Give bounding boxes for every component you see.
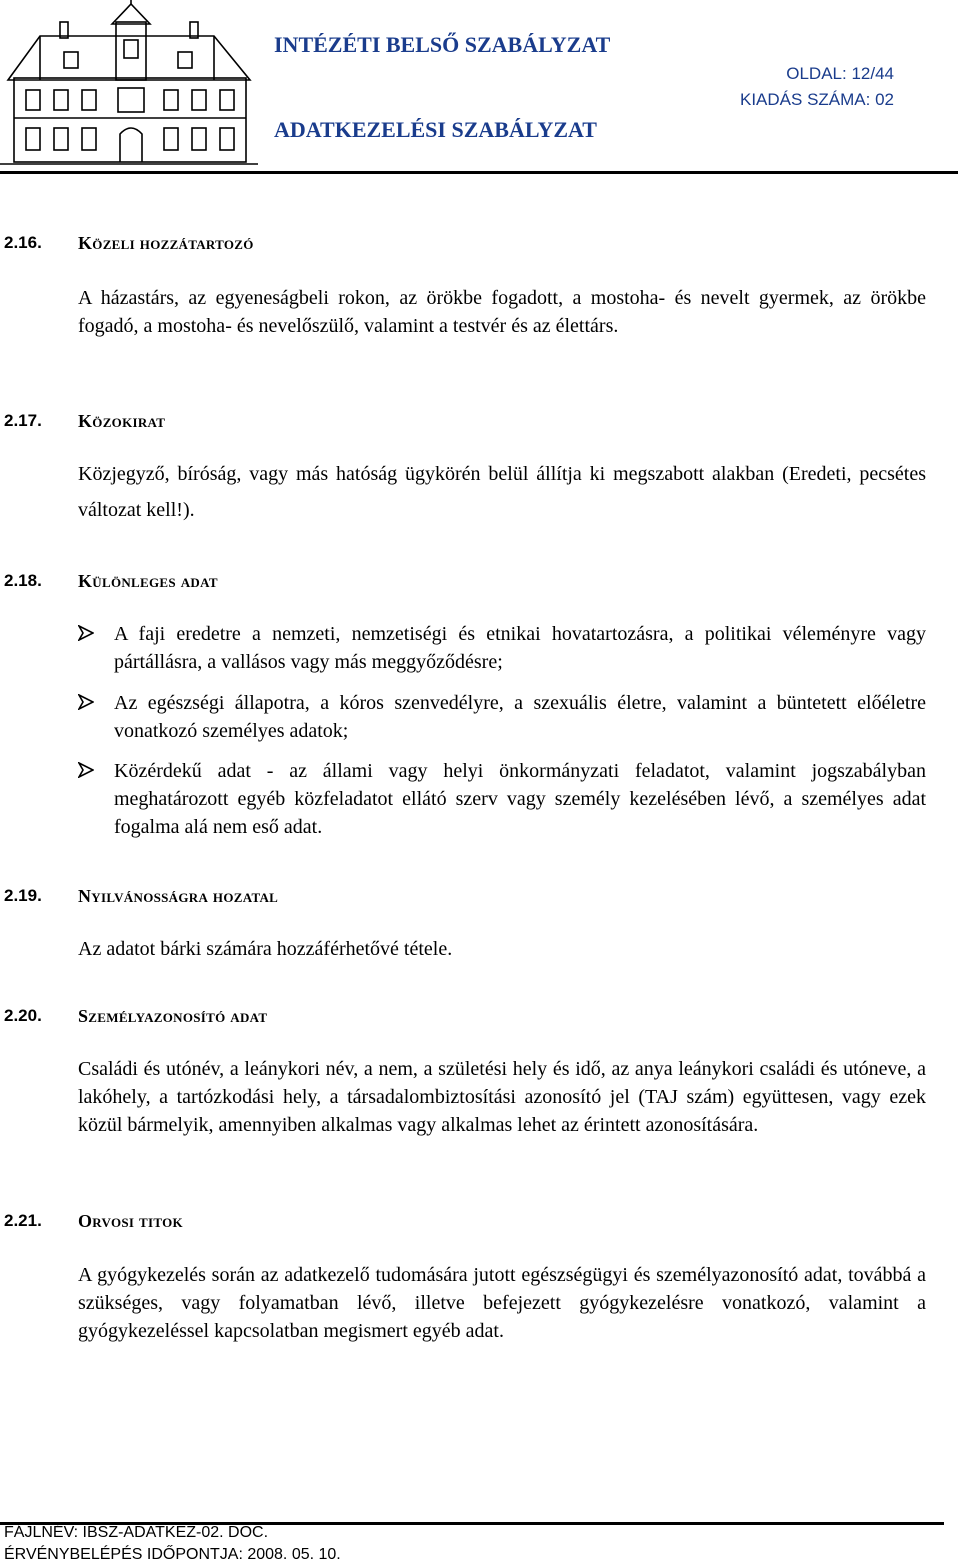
header-divider (0, 171, 958, 174)
list-item-text: Közérdekű adat - az állami vagy helyi önkormányzati feladatot, valamint jogszabályban meghatározott egyéb közfeladatot ellátó szerv vagy személy kezelésében lévő, a személyes adat fogalma alá nem eső adat. (114, 760, 926, 838)
section-number: 2.20. (4, 1006, 42, 1025)
section-title: Személyazonosító adat (78, 1006, 268, 1026)
arrow-bullet-icon (78, 694, 94, 710)
footer-filename: FÁJLNÉV: IBSZ-ADATKEZ-02. DOC. (4, 1524, 269, 1541)
list-item-text: A faji eredetre a nemzeti, nemzetiségi és etnikai hovatartozásra, a politikai véleményre vagy pártállásra, a vallásos vagy más meggyőződésre; (114, 623, 926, 673)
section-paragraph: Az adatot bárki számára hozzáférhetővé tétele. (78, 938, 453, 960)
section-number: 2.18. (4, 571, 42, 590)
section-number: 2.19. (4, 886, 42, 905)
page-number: OLDAL: 12/44 (786, 64, 894, 83)
document-title: ADATKEZELÉSI SZABÁLYZAT (274, 117, 597, 142)
institution-title: INTÉZÉTI BELSŐ SZABÁLYZAT (274, 32, 611, 57)
section-heading (0, 1006, 960, 1030)
section-paragraph: Családi és utónév, a leánykori név, a nem, a születési hely és idő, az anya leánykori családi és utóneve, a lakóhely, a tartózkodási hely, a társadalombiztosítási azonosító jel (TAJ szám) együttesen, vagy ezek közül bármelyik, amennyiben alkalmas vagy alkalmas lehet az érintett azonosítására. (78, 1058, 926, 1136)
section-title: Közokirat (78, 411, 166, 431)
section-paragraph: A házastárs, az egyeneságbeli rokon, az örökbe fogadott, a mostoha- és nevelt gyermek, az örökbe fogadó, a mostoha- és nevelőszülő, valamint a testvér és az élettárs. (78, 287, 926, 337)
edition-number: KIADÁS SZÁMA: 02 (740, 90, 894, 109)
list-item-text: Az egészségi állapotra, a kóros szenvedélyre, a szexuális életre, valamint a büntetett előéletre vonatkozó személyes adatok; (114, 692, 926, 742)
section-title: Orvosi titok (78, 1211, 183, 1231)
section-paragraph: A gyógykezelés során az adatkezelő tudomására jutott egészségügyi és személyazonosító adat, továbbá a szükséges, vagy folyamatban lévő, illetve befejezett gyógykezelésre vonatkozó, valamint a gyógykezeléssel kapcsolatban megismert egyéb adat. (78, 1264, 926, 1342)
section-title: Különleges adat (78, 571, 218, 591)
section-heading (0, 233, 960, 257)
section-heading (0, 411, 960, 435)
section-heading (0, 571, 960, 595)
section-title: Közeli hozzátartozó (78, 233, 254, 253)
arrow-bullet-icon (78, 625, 94, 641)
section-heading (0, 886, 960, 910)
section-title: Nyilvánosságra hozatal (78, 886, 279, 906)
section-paragraph: Közjegyző, bíróság, vagy más hatóság ügykörén belül állítja ki megszabott alakban (Eredeti, pecsétes változat kell!). (78, 463, 926, 521)
section-number: 2.16. (4, 233, 42, 252)
section-heading (0, 1211, 960, 1235)
section-number: 2.21. (4, 1211, 42, 1230)
footer-effective-date: ÉRVÉNYBELÉPÉS IDŐPONTJA: 2008. 05. 10. (4, 1546, 341, 1563)
building-logo-icon (0, 0, 258, 170)
arrow-bullet-icon (78, 762, 94, 778)
page-header (0, 0, 960, 190)
section-number: 2.17. (4, 411, 42, 430)
